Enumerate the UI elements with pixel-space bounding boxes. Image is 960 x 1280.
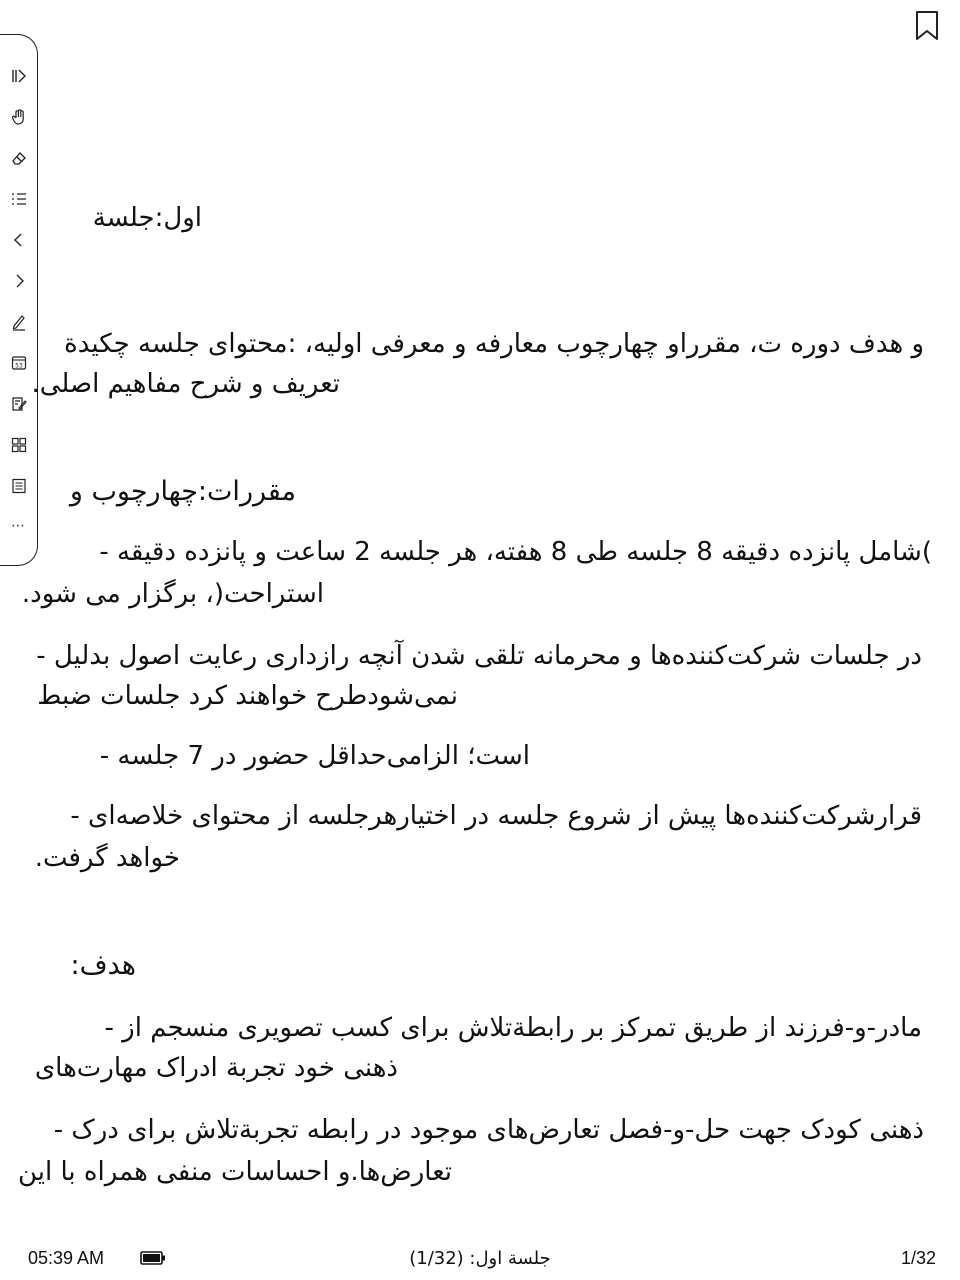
page-icon[interactable] bbox=[8, 352, 30, 374]
prev-icon[interactable] bbox=[8, 229, 30, 251]
hand-icon[interactable] bbox=[8, 106, 30, 128]
next-icon[interactable] bbox=[8, 270, 30, 292]
paragraph-line: خواهد گرفت. bbox=[34, 843, 180, 873]
paragraph-line: تعریف و شرح مفاهیم اصلی. bbox=[31, 369, 340, 399]
eraser-icon[interactable] bbox=[8, 147, 30, 169]
paragraph-line: )شامل پانزده دقیقه 8 جلسه طی 8 هفته، هر جلسه 2 ساعت و پانزده دقیقه - bbox=[99, 537, 932, 567]
pen-icon[interactable] bbox=[8, 311, 30, 333]
more-icon[interactable]: ⋯ bbox=[11, 518, 27, 534]
paragraph-line: قرارشرکت‌کننده‌ها پیش از شروع جلسه در اختیارهرجلسه از محتوای خلاصه‌ای - bbox=[70, 801, 922, 831]
paragraph-line: تعارض‌ها.و احساسات منفی همراه با این bbox=[17, 1157, 452, 1187]
paragraph-line: نمی‌شودطرح خواهند کرد جلسات ضبط bbox=[37, 681, 458, 711]
page-number: 1/32 bbox=[900, 1248, 936, 1268]
bookmark-icon[interactable] bbox=[914, 10, 940, 42]
chapter-title: اول:جلسة bbox=[92, 203, 202, 233]
section-heading: هدف: bbox=[70, 950, 136, 981]
paragraph-line: و هدف دوره ت، مقرراو چهارچوب معارفه و معرفی اولیه، :محتوای جلسه چکیدة bbox=[64, 329, 924, 359]
paragraph-line: ذهنی خود تجربة ادراک مهارت‌های bbox=[34, 1053, 398, 1083]
paragraph-line: در جلسات شرکت‌کننده‌ها و محرمانه تلقی شدن آنچه رازداری رعایت اصول بدلیل - bbox=[36, 641, 922, 671]
paragraph-line: است؛ الزامی‌حداقل حضور در 7 جلسه - bbox=[99, 741, 530, 771]
grid-icon[interactable] bbox=[8, 434, 30, 456]
note-icon[interactable] bbox=[8, 393, 30, 415]
side-toolbar bbox=[0, 34, 38, 566]
toc-icon[interactable] bbox=[8, 188, 30, 210]
paragraph-line: مادر-و-فرزند از طریق تمرکز بر رابطةتلاش برای کسب تصویری منسجم از - bbox=[104, 1013, 922, 1043]
clock: 05:39 AM bbox=[28, 1248, 105, 1268]
svg-text:53: 53 bbox=[15, 362, 23, 370]
paragraph-line: استراحت(، برگزار می شود. bbox=[21, 579, 324, 609]
chapter-progress: جلسة اول: (1/32) bbox=[409, 1248, 551, 1269]
status-footer bbox=[0, 1240, 960, 1276]
list-icon[interactable] bbox=[8, 475, 30, 497]
section-heading: مقررات:چهارچوب و bbox=[69, 476, 296, 507]
collapse-icon[interactable] bbox=[8, 65, 30, 87]
paragraph-line: ذهنی کودک جهت حل-و-فصل تعارض‌های موجود در رابطه تجربةتلاش برای درک - bbox=[53, 1115, 924, 1145]
